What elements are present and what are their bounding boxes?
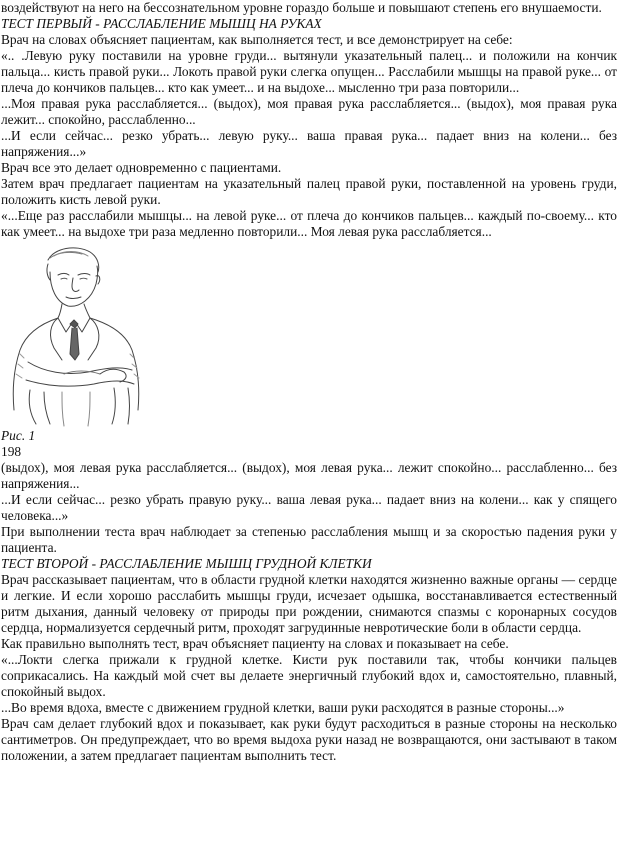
figure-doctor-sketch <box>1 242 161 430</box>
paragraph: Врач сам делает глубокий вдох и показывает, как руки будут расходиться в разные стороны на несколько сантиметров. Он предупреждает, что во время выдоха руки назад не возвращаются, они застывают в таком положении, а затем предлагает пациентам выполнить тест. <box>1 716 617 763</box>
paragraph: Затем врач предлагает пациентам на указательный палец правой руки, поставленной на уровень груди, положить кисть левой руки. <box>1 176 617 207</box>
paragraph: (выдох), моя левая рука расслабляется... (выдох), моя левая рука... лежит спокойно... расслабленно... без напряжения... <box>1 460 617 491</box>
section-heading-test-one: ТЕСТ ПЕРВЫЙ - РАССЛАБЛЕНИЕ МЫШЦ НА РУКАХ <box>1 16 322 31</box>
paragraph: Врач на словах объясняет пациентам, как выполняется тест, и все демонстрирует на себе: <box>1 32 513 47</box>
page-number: 198 <box>1 444 22 459</box>
paragraph: ...Во время вдоха, вместе с движением грудной клетки, ваши руки расходятся в разные стороны...» <box>1 700 565 715</box>
paragraph: ...И если сейчас... резко убрать... левую руку... ваша правая рука... падает вниз на колени... без напряжения...» <box>1 128 617 159</box>
paragraph: Врач рассказывает пациентам, что в области грудной клетки находятся жизненно важные органы — сердце и легкие. И если хорошо расслабить мышцы груди, исчезает одышка, восстанавливается естественный ритм дыхания, данный человеку от природы при рождении, снимаются спазмы с коронарных сосудов сердца, нормализуется сердечный ритм, проходят загрудинные невротические боли в области сердца. <box>1 572 617 635</box>
paragraph: «...Еще раз расслабили мышцы... на левой руке... от плеча до кончиков пальцев... каждый по-своему... кто как умеет... на выдохе три раза медленно повторили... Моя левая рука расслабляется... <box>1 208 617 239</box>
paragraph: ...И если сейчас... резко убрать правую руку... ваша левая рука... падает вниз на колени... как у спящего человека...» <box>1 492 617 523</box>
paragraph: «...Локти слегка прижали к грудной клетке. Кисти рук поставили так, чтобы кончики пальцев соприкасались. На каждый мой счет вы делаете энергичный глубокий вдох и, самостоятельно, плавный, спокойный выдох. <box>1 652 617 699</box>
paragraph: «.. .Левую руку поставили на уровне груди... вытянули указательный палец... и положили на кончик пальца... кисть правой руки... Локоть правой руки слегка опущен... Расслабили мышцы на правой руке... от плеча до кончиков пальцев... кто как умеет... и на выдохе... мысленно три раза повторили... <box>1 48 617 95</box>
section-heading-test-two: ТЕСТ ВТОРОЙ - РАССЛАБЛЕНИЕ МЫШЦ ГРУДНОЙ КЛЕТКИ <box>1 556 372 571</box>
figure-caption: Рис. 1 <box>1 428 36 443</box>
paragraph: Врач все это делает одновременно с пациентами. <box>1 160 282 175</box>
paragraph: ...Моя правая рука расслабляется... (выдох), моя правая рука расслабляется... (выдох), моя правая рука лежит... спокойно, расслабленно... <box>1 96 617 127</box>
paragraph: Как правильно выполнять тест, врач объясняет пациенту на словах и показывает на себе. <box>1 636 509 651</box>
paragraph: При выполнении теста врач наблюдает за степенью расслабления мышц и за скоростью падения руки у пациента. <box>1 524 617 555</box>
doctor-illustration <box>4 242 159 428</box>
paragraph: воздействуют на него на бессознательном уровне гораздо больше и повышают степень его внушаемости. <box>1 0 602 15</box>
